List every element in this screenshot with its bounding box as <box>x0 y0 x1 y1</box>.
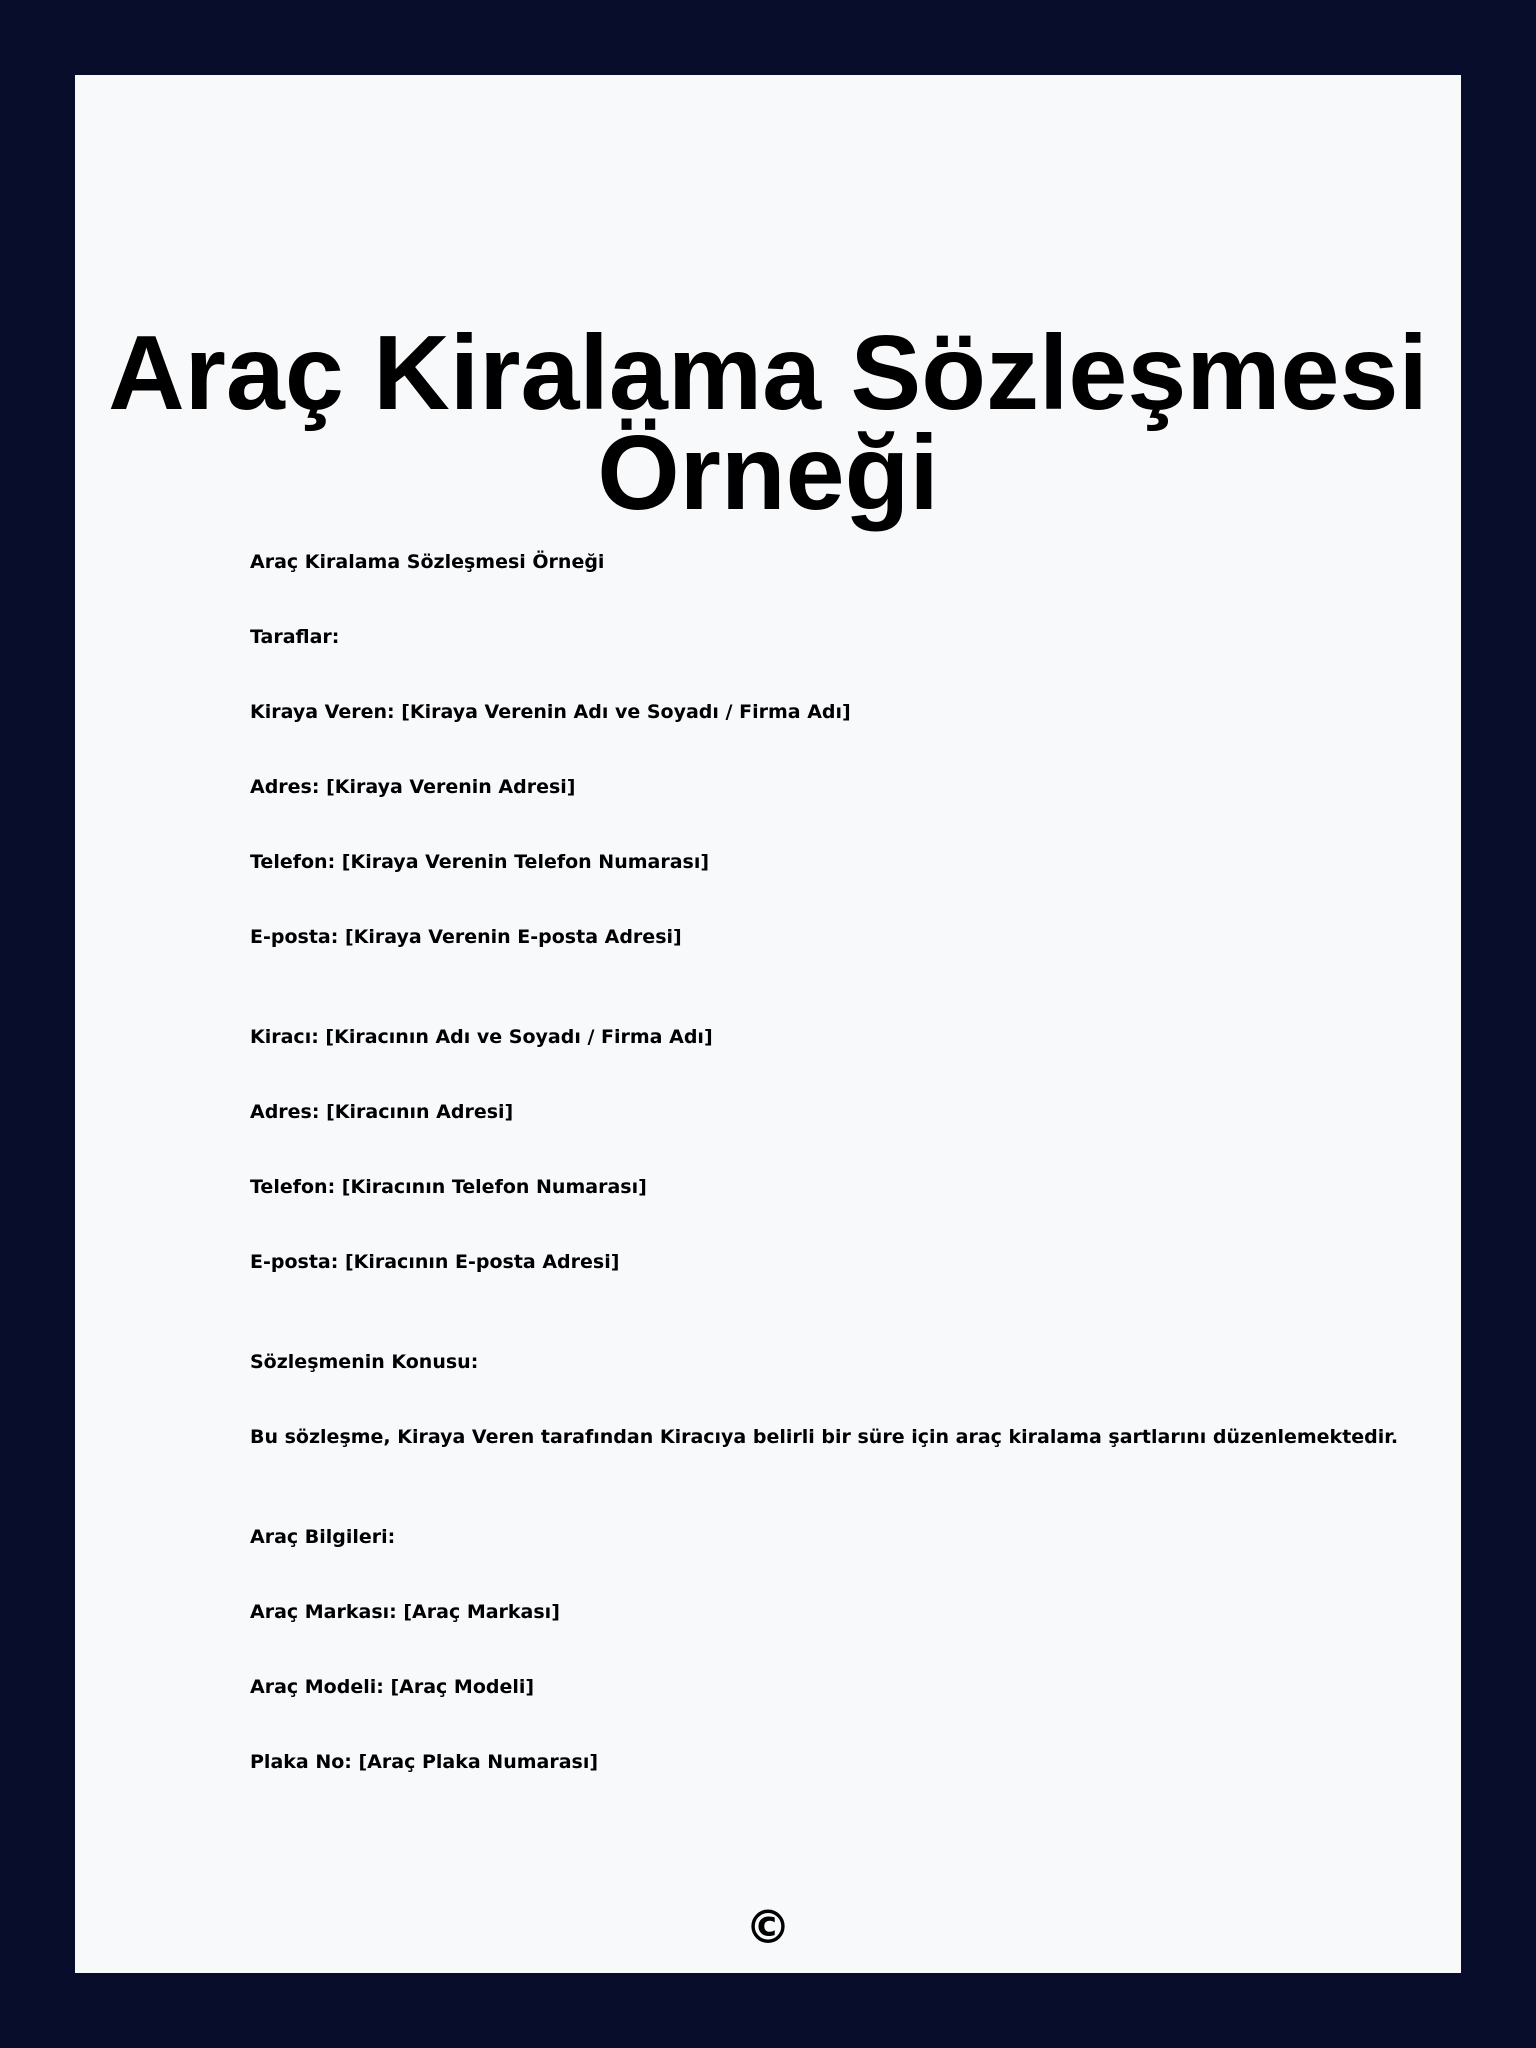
document-page <box>75 75 1461 1973</box>
copyright-icon: © <box>745 1900 791 1954</box>
body-heading: Araç Kiralama Sözleşmesi Örneği <box>250 551 605 573</box>
tenant-name-line: Kiracı: [Kiracının Adı ve Soyadı / Firma Adı] <box>250 1026 713 1048</box>
section-parties-heading: Taraflar: <box>250 626 340 648</box>
tenant-address-line: Adres: [Kiracının Adresi] <box>250 1101 514 1123</box>
tenant-phone-line: Telefon: [Kiracının Telefon Numarası] <box>250 1176 647 1198</box>
section-vehicle-heading: Araç Bilgileri: <box>250 1526 396 1548</box>
subject-paragraph: Bu sözleşme, Kiraya Veren tarafından Kiracıya belirli bir süre için araç kiralama şartlarını düzenlemektedir. <box>250 1426 1399 1448</box>
vehicle-model-line: Araç Modeli: [Araç Modeli] <box>250 1676 535 1698</box>
document-title: Araç Kiralama Sözleşmesi Örneği <box>108 314 1428 532</box>
lessor-address-line: Adres: [Kiraya Verenin Adresi] <box>250 776 576 798</box>
vehicle-plate-line: Plaka No: [Araç Plaka Numarası] <box>250 1751 599 1773</box>
lessor-name-line: Kiraya Veren: [Kiraya Verenin Adı ve Soyadı / Firma Adı] <box>250 701 851 723</box>
vehicle-brand-line: Araç Markası: [Araç Markası] <box>250 1601 560 1623</box>
lessor-phone-line: Telefon: [Kiraya Verenin Telefon Numarası] <box>250 851 710 873</box>
lessor-email-line: E-posta: [Kiraya Verenin E-posta Adresi] <box>250 926 682 948</box>
section-subject-heading: Sözleşmenin Konusu: <box>250 1351 479 1373</box>
tenant-email-line: E-posta: [Kiracının E-posta Adresi] <box>250 1251 620 1273</box>
